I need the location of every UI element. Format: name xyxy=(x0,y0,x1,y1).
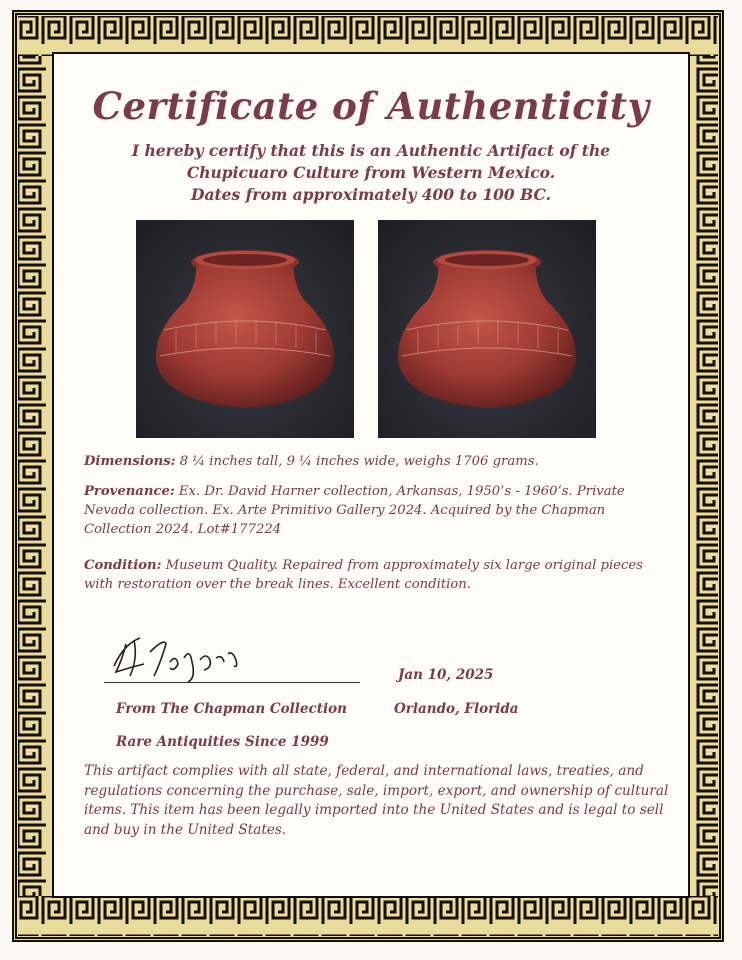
legal-statement: This artifact complies with all state, federal, and international laws, treaties, and regulations concerning the purchase, sale, import, export, and ownership of cultural items. This item has been legally imported into the United States and is legal to sell and buy in the United States. xyxy=(84,763,669,838)
dimensions-label: Dimensions: xyxy=(84,454,176,469)
issuer-name: From The Chapman Collection xyxy=(116,701,347,717)
certificate-location: Orlando, Florida xyxy=(394,701,519,717)
provenance-paragraph xyxy=(84,482,674,539)
certificate-date: Jan 10, 2025 xyxy=(398,667,494,683)
intro-line-2: Chupicuaro Culture from Western Mexico. xyxy=(186,163,556,182)
certificate-body xyxy=(64,64,678,886)
condition-value: Museum Quality. Repaired from approximately six large original pieces with restoration over the break lines. Excellent condition. xyxy=(84,558,643,592)
condition-paragraph xyxy=(84,556,674,594)
certification-statement xyxy=(64,140,678,206)
signature-line xyxy=(104,682,360,683)
issuer-tagline: Rare Antiquities Since 1999 xyxy=(116,734,329,750)
pottery-photo-right xyxy=(378,220,596,438)
provenance-label: Provenance: xyxy=(84,484,175,499)
dimensions-line xyxy=(84,452,674,471)
dimensions-value: 8 ¼ inches tall, 9 ¼ inches wide, weighs 1706 grams. xyxy=(175,454,539,469)
intro-line-1: I hereby certify that this is an Authentic Artifact of the xyxy=(131,141,611,160)
provenance-value: Ex. Dr. David Harner collection, Arkansas, 1950’s - 1960’s. Private Nevada collection. Ex. Arte Primitivo Gallery 2024. Acquired by the Chapman Collection 2024. Lot#177224 xyxy=(84,484,625,537)
intro-line-3: Dates from approximately 400 to 100 BC. xyxy=(191,185,551,204)
pottery-photo-left xyxy=(136,220,354,438)
handwritten-signature xyxy=(104,624,254,684)
certificate-title: Certificate of Authenticity xyxy=(92,84,650,128)
condition-label: Condition: xyxy=(84,558,162,573)
